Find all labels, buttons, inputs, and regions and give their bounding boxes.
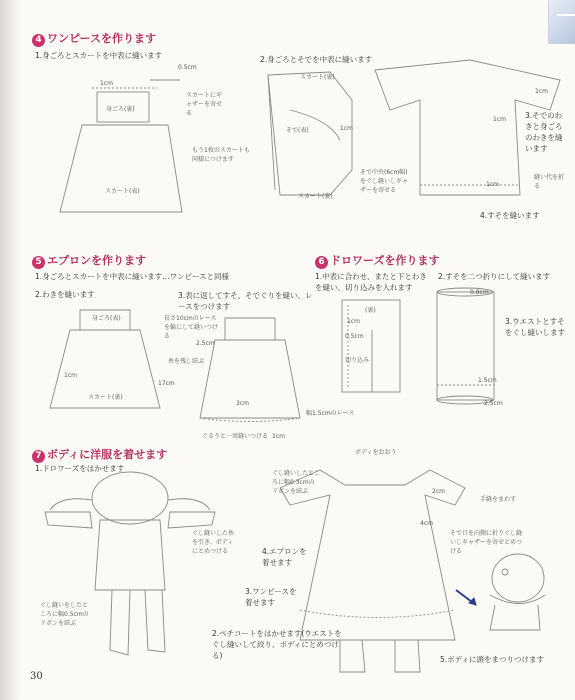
label: そで(表) [286, 127, 309, 134]
label: 1cm [535, 88, 548, 95]
label: 1cm [486, 181, 499, 188]
body-step-1: 1.ドロワーズをはかせます [35, 464, 125, 473]
section-apron-title: 5 エプロンを作ります [32, 252, 146, 269]
label: 1cm [100, 80, 113, 87]
onepiece-step-3: 3.そでのわきと身ごろのわきを縫います [525, 111, 563, 153]
onepiece-step-1: 1.身ごろとスカートを中表に縫います [35, 51, 163, 60]
label: そで中央(6cm幅)をぐし縫いしギャザーを寄せる [360, 169, 409, 194]
label: 糸を残し結ぶ [168, 358, 205, 365]
label: 2.5cm [484, 400, 503, 407]
apron-step-3: 3.表に返してすそ、そでぐりを縫い、レースをつけます [178, 291, 313, 311]
label: 身ごろ(裏) [106, 106, 135, 113]
label: 3cm [236, 400, 249, 407]
label: 17cm [158, 380, 175, 387]
label: 幅1.5cmのレース [306, 410, 355, 417]
label: 4cm [420, 520, 433, 527]
onepiece-sleeve-diagram [268, 72, 352, 195]
apron-step-1: 1.身ごろとスカートを中表に縫います…ワンピースと同様 [35, 272, 229, 281]
label: 1cm [272, 433, 285, 440]
label: 1cm [64, 372, 77, 379]
onepiece-step-4: 4.すそを縫います [480, 211, 540, 220]
label: 縫い代を折る [534, 174, 565, 190]
drawers-step-3: 3.ウエストとすそをぐし縫いします [505, 317, 565, 337]
label: 2cm [432, 488, 445, 495]
label: スカートにギャザーを寄せる [186, 92, 223, 117]
label: スカート(表) [105, 188, 140, 195]
section-body-title: 7 ボディに洋服を着せます [32, 446, 167, 463]
label: ボディをおおう [355, 449, 397, 456]
drawers-hem-diagram [437, 288, 494, 404]
label: 1cm [493, 116, 506, 123]
label: ぐるりと一周縫いつける [202, 433, 269, 440]
onepiece-step-2: 2.身ごろとそでを中表に縫います [260, 55, 373, 64]
label: 0.8cm [470, 289, 489, 296]
label: 手縫をまわす [480, 496, 517, 503]
label: 1.5cm [478, 377, 497, 384]
apron-step-2: 2.わきを縫います [35, 290, 95, 299]
label: もう1枚のスカートも同様につけます [192, 147, 250, 163]
label: 切り込み [345, 357, 370, 364]
label: 0.5cm [345, 333, 364, 340]
page-number: 30 [30, 671, 43, 682]
label: 0.5cm [178, 64, 197, 71]
label: ぐし縫いしたところに幅0.3cmのリボンを結ぶ [272, 470, 321, 495]
label: スカート(裏) [298, 193, 333, 200]
attach-arrow [456, 590, 476, 605]
body-step-2: 2.ペチコートをはかせます(ウエストをぐし縫いして絞り、ボディにとめつける) [212, 629, 342, 660]
label: 2.5cm [196, 340, 215, 347]
label: ぐし縫いした糸を引き、ボディにとめつける [192, 530, 235, 555]
doll-head [490, 554, 545, 630]
drawers-step-1: 1.中表に合わせ、またと下とわきを縫い、切り込みを入れます [315, 272, 427, 292]
label: 長さ10cmのレースを輪にして縫いつける [164, 315, 219, 340]
section-onepiece-title: 4 ワンピースを作ります [32, 30, 156, 47]
body-step-3: 3.ワンピースを着せます [245, 587, 297, 607]
label: スカート(裏) [300, 74, 335, 81]
label: スカート(裏) [88, 394, 123, 401]
body-step-4: 4.エプロンを着せます [262, 547, 307, 567]
section-drawers-title: 6 ドロワーズを作ります [315, 252, 439, 269]
doll-body-drawers [45, 472, 215, 655]
drawers-step-2: 2.すそを二つ折りにして縫います [438, 272, 551, 281]
body-step-5: 5.ボディに頭をまつりつけます [440, 655, 545, 664]
label: (裏) [365, 307, 376, 314]
label: 1cm [347, 318, 360, 325]
label: ぐし縫いをしたところに幅0.5cmのリボンを結ぶ [40, 602, 89, 627]
label: 身ごろ(表) [92, 315, 121, 322]
label: 1cm [340, 125, 353, 132]
label: そで口を内側に折りぐし縫いしギャザーを寄せとめつける [450, 530, 523, 555]
